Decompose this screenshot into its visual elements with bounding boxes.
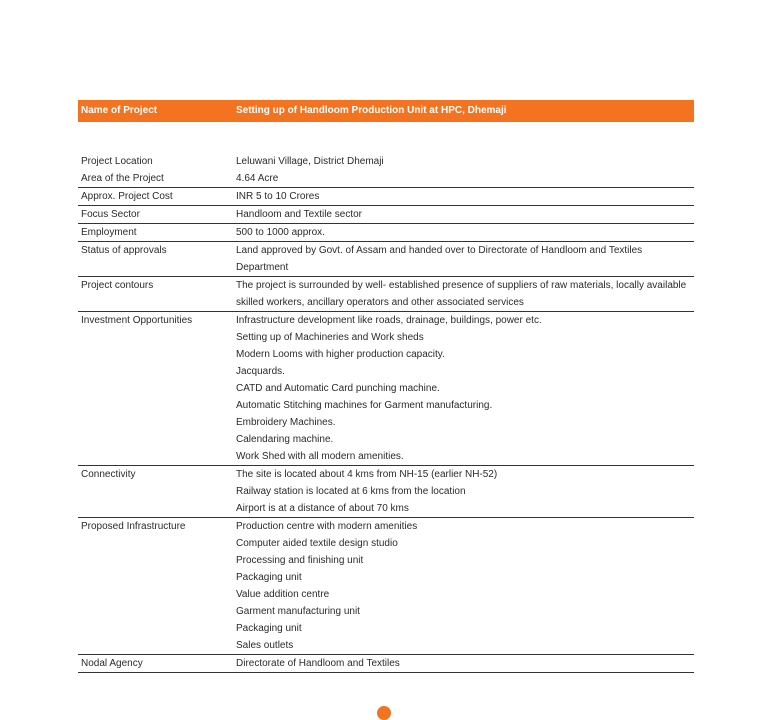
row-value-line: The project is surrounded by well- established presence of suppliers of raw materials, locally available [236, 280, 687, 291]
row-value-line: Infrastructure development like roads, drainage, buildings, power etc. [236, 315, 542, 326]
row-value-line: Department [236, 262, 289, 273]
table-row [78, 518, 694, 655]
row-values [236, 188, 694, 205]
row-value-line: Computer aided textile design studio [236, 538, 398, 549]
row-value-line: Jacquards. [236, 366, 285, 377]
row-label: Area of the Project [81, 173, 164, 184]
row-values [236, 655, 694, 672]
row-value-line: Production centre with modern amenities [236, 521, 418, 532]
row-values [236, 224, 694, 241]
row-label: Project contours [81, 280, 154, 291]
row-values [236, 170, 694, 187]
row-values [236, 518, 694, 654]
row-value-line: Handloom and Textile sector [236, 209, 362, 220]
row-values [236, 153, 694, 170]
row-values [236, 277, 694, 311]
table-row [78, 206, 694, 224]
row-value-line: Directorate of Handloom and Textiles [236, 658, 400, 669]
row-label: Project Location [81, 156, 153, 167]
row-value-line: Packaging unit [236, 572, 302, 583]
row-value-line: Calendaring machine. [236, 434, 334, 445]
row-value-line: Packaging unit [236, 623, 302, 634]
row-value-line: CATD and Automatic Card punching machine. [236, 383, 440, 394]
row-values [236, 242, 694, 276]
row-value-line: Processing and finishing unit [236, 555, 364, 566]
row-values [236, 466, 694, 517]
table-row [78, 466, 694, 518]
row-value-line: Setting up of Machineries and Work sheds [236, 332, 424, 343]
row-label: Proposed Infrastructure [81, 521, 186, 532]
row-values [236, 206, 694, 223]
header-label: Name of Project [81, 105, 158, 116]
project-header-bar [78, 100, 694, 122]
row-value-line: Value addition centre [236, 589, 330, 600]
row-value-line: Modern Looms with higher production capacity. [236, 349, 445, 360]
row-value-line: Sales outlets [236, 640, 294, 651]
row-value-line: Garment manufacturing unit [236, 606, 360, 617]
row-label: Employment [81, 227, 137, 238]
row-label: Status of approvals [81, 245, 167, 256]
table-row [78, 277, 694, 312]
table-row [78, 312, 694, 466]
project-details-table [78, 153, 694, 673]
row-label: Approx. Project Cost [81, 191, 173, 202]
row-value-line: Leluwani Village, District Dhemaji [236, 156, 384, 167]
table-row [78, 655, 694, 673]
row-value-line: skilled workers, ancillary operators and other associated services [236, 297, 524, 308]
table-row [78, 224, 694, 242]
row-value-line: Automatic Stitching machines for Garment manufacturing. [236, 400, 493, 411]
row-value-line: Land approved by Govt. of Assam and handed over to Directorate of Handloom and Textiles [236, 245, 643, 256]
row-label: Investment Opportunities [81, 315, 193, 326]
page-marker-dot [377, 706, 391, 720]
row-label: Connectivity [81, 469, 136, 480]
row-values [236, 312, 694, 465]
row-value-line: 4.64 Acre [236, 173, 279, 184]
row-value-line: INR 5 to 10 Crores [236, 191, 320, 202]
row-label: Nodal Agency [81, 658, 143, 669]
table-row [78, 242, 694, 277]
table-row [78, 170, 694, 188]
row-value-line: Embroidery Machines. [236, 417, 336, 428]
table-row [78, 153, 694, 170]
row-value-line: Work Shed with all modern amenities. [236, 451, 404, 462]
row-value-line: 500 to 1000 approx. [236, 227, 325, 238]
row-label: Focus Sector [81, 209, 140, 220]
table-row [78, 188, 694, 206]
row-value-line: Airport is at a distance of about 70 kms [236, 503, 409, 514]
row-value-line: The site is located about 4 kms from NH-15 (earlier NH-52) [236, 469, 498, 480]
header-value: Setting up of Handloom Production Unit at HPC, Dhemaji [236, 105, 507, 116]
row-value-line: Railway station is located at 6 kms from the location [236, 486, 466, 497]
